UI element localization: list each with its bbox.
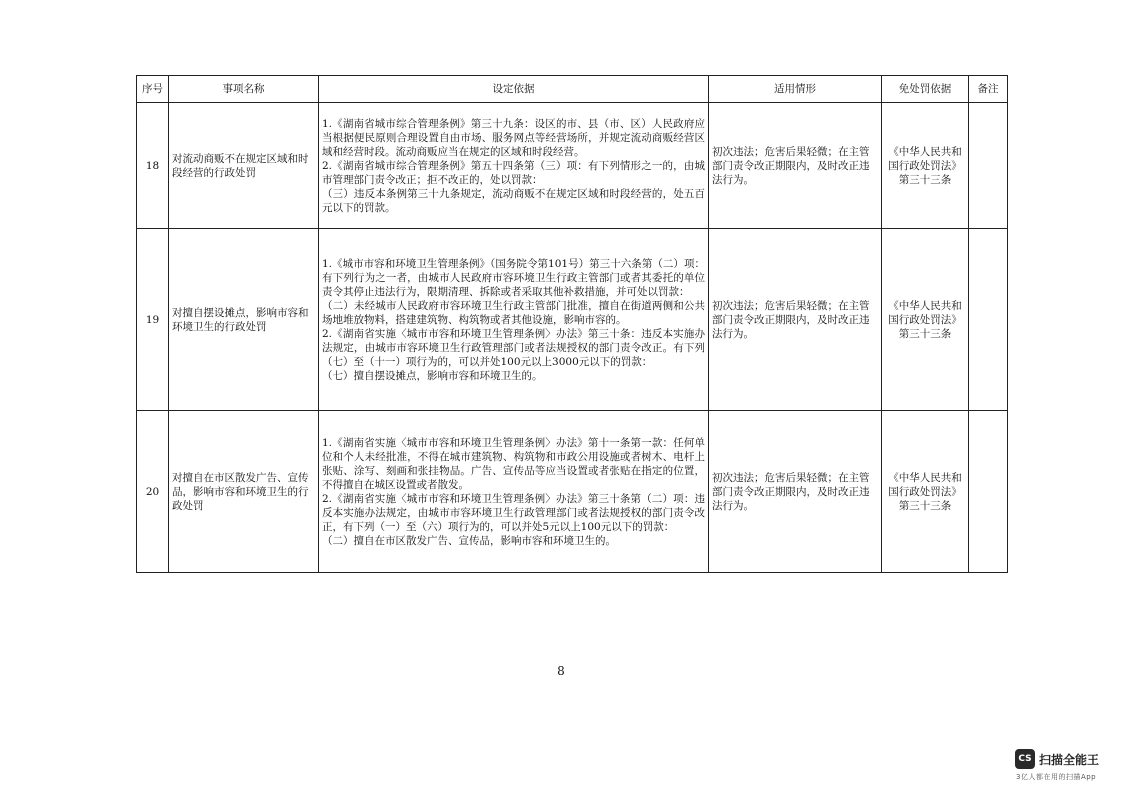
row-no: 19 — [137, 229, 169, 411]
header-no: 序号 — [137, 76, 169, 103]
row-name: 对擅自摆设摊点，影响市容和环境卫生的行政处罚 — [169, 229, 319, 411]
basis-paragraph: 2.《湖南省城市综合管理条例》第五十四条第（三）项：有下列情形之一的，由城市管理部门责令改正；拒不改正的，处以罚款： — [322, 159, 705, 186]
basis-paragraph: 2.《湖南省实施〈城市市容和环境卫生管理条例〉办法》第三十条：违反本实施办法规定，由城市市容环境卫生行政管理部门或者法规授权的部门责令改正。有下列（七）至（十一）项行为的，可以并处100元以上3000元以下的罚款： — [322, 327, 705, 368]
basis-paragraph: （七）擅自摆设摊点，影响市容和环境卫生的。 — [322, 369, 543, 382]
row-basis — [319, 411, 709, 573]
header-remark: 备注 — [969, 76, 1008, 103]
header-situation: 适用情形 — [709, 76, 882, 103]
row-basis — [319, 103, 709, 229]
scanner-watermark — [1015, 749, 1099, 769]
row-no: 20 — [137, 411, 169, 573]
basis-paragraph: （二）擅自在市区散发广告、宣传品，影响市容和环境卫生的。 — [322, 534, 616, 547]
basis-paragraph: 2.《湖南省实施〈城市市容和环境卫生管理条例〉办法》第三十条第（二）项：违反本实施办法规定，由城市市容环境卫生行政管理部门或者法规授权的部门责令改正，有下列（一）至（六）项行为的，可以并处5元以上100元以下的罚款： — [322, 492, 705, 533]
camscanner-logo-icon: CS — [1015, 749, 1035, 769]
row-situation: 初次违法；危害后果轻微；在主管部门责令改正期限内，及时改正违法行为。 — [709, 411, 882, 573]
row-exemption: 《中华人民共和国行政处罚法》第三十三条 — [882, 103, 969, 229]
header-exemption: 免处罚依据 — [882, 76, 969, 103]
watermark-tagline: 3亿人都在用的扫描App — [1016, 773, 1097, 781]
regulation-table — [136, 75, 1008, 573]
table-row — [137, 229, 1008, 411]
basis-paragraph: 1.《湖南省实施〈城市市容和环境卫生管理条例〉办法》第十一条第一款：任何单位和个人未经批准，不得在城市建筑物、构筑物和市政公用设施或者树木、电杆上张贴、涂写、刻画和张挂物品。广告、宣传品等应当设置或者张贴在指定的位置，不得擅自在城区设置或者散发。 — [322, 436, 705, 491]
basis-paragraph: （二）未经城市人民政府市容环境卫生行政主管部门批准，擅自在街道两侧和公共场地堆放物料，搭建建筑物、构筑物或者其他设施，影响市容的。 — [322, 299, 705, 326]
table-row — [137, 103, 1008, 229]
row-remark — [969, 103, 1008, 229]
row-exemption: 《中华人民共和国行政处罚法》第三十三条 — [882, 229, 969, 411]
row-situation: 初次违法；危害后果轻微；在主管部门责令改正期限内，及时改正违法行为。 — [709, 103, 882, 229]
row-remark — [969, 411, 1008, 573]
basis-paragraph: （三）违反本条例第三十九条规定，流动商贩不在规定区域和时段经营的，处五百元以下的罚款。 — [322, 187, 705, 214]
row-basis — [319, 229, 709, 411]
basis-paragraph: 1.《湖南省城市综合管理条例》第三十九条：设区的市、县（市、区）人民政府应当根据便民原则合理设置自由市场、服务网点等经营场所，并规定流动商贩经营区域和经营时段。流动商贩应当在规定的区域和时段经营。 — [322, 117, 705, 158]
basis-paragraph: 1.《城市市容和环境卫生管理条例》（国务院令第101号）第三十六条第（二）项：有下列行为之一者，由城市人民政府市容环境卫生行政主管部门或者其委托的单位责令其停止违法行为，限期清理、拆除或者采取其他补救措施，并可处以罚款： — [322, 257, 705, 298]
row-no: 18 — [137, 103, 169, 229]
page-number: 8 — [557, 664, 565, 678]
header-name: 事项名称 — [169, 76, 319, 103]
table-header-row — [137, 76, 1008, 103]
watermark-name: 扫描全能王 — [1039, 752, 1100, 767]
table-row — [137, 411, 1008, 573]
row-situation: 初次违法；危害后果轻微；在主管部门责令改正期限内，及时改正违法行为。 — [709, 229, 882, 411]
row-name: 对流动商贩不在规定区域和时段经营的行政处罚 — [169, 103, 319, 229]
row-name: 对擅自在市区散发广告、宣传品，影响市容和环境卫生的行政处罚 — [169, 411, 319, 573]
row-exemption: 《中华人民共和国行政处罚法》第三十三条 — [882, 411, 969, 573]
row-remark — [969, 229, 1008, 411]
header-basis: 设定依据 — [319, 76, 709, 103]
